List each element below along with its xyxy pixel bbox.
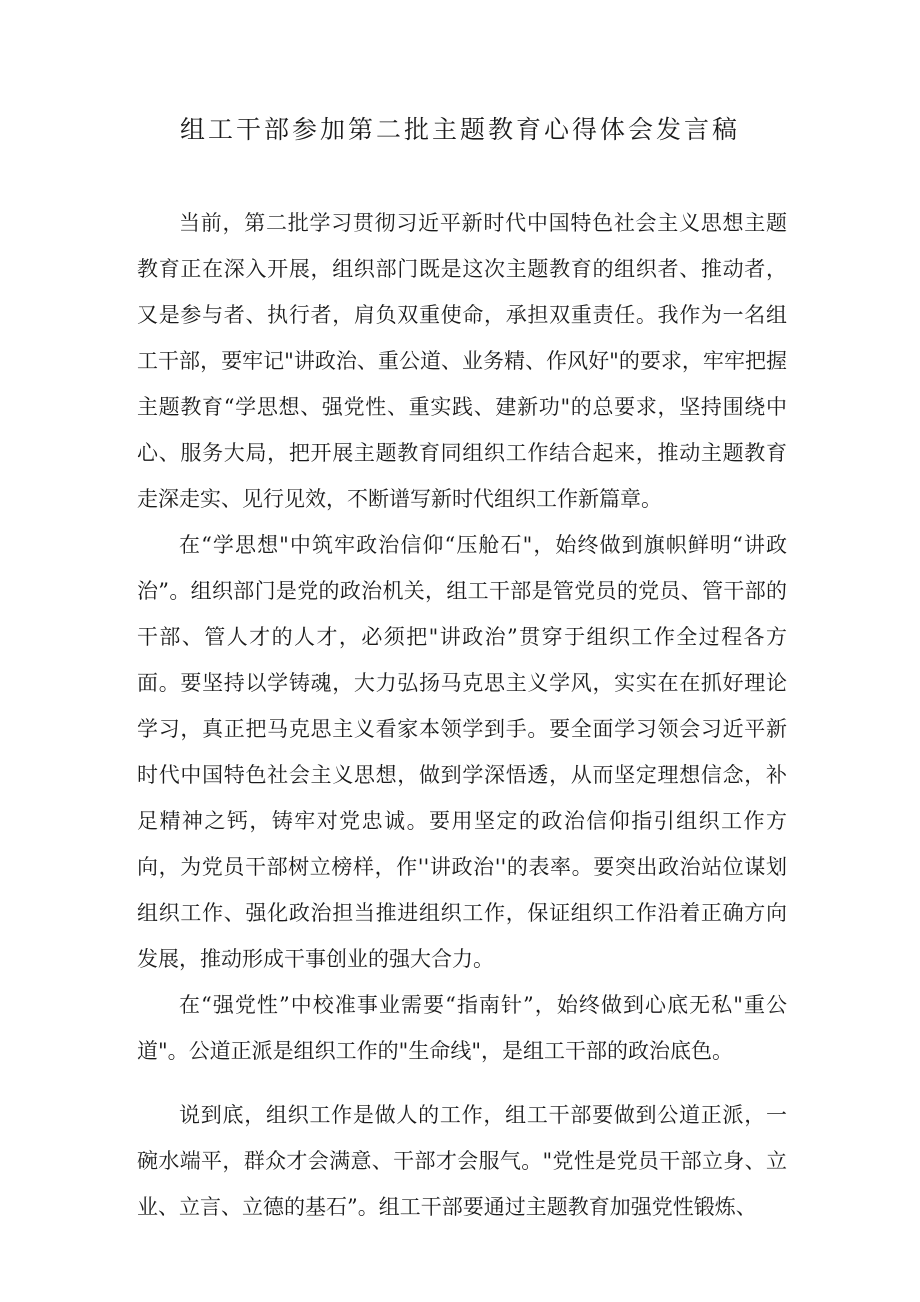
document-body (137, 200, 787, 1230)
paragraph-strengthen-party-spirit: 在“强党性”中校准事业需要“指南针”，始终做到心底无私"重公道"。公道正派是组织工作的"生命线"，是组工干部的政治底色。 (137, 993, 787, 1063)
paragraph-study-thought: 在“学思想"中筑牢政治信仰“压舱石"，始终做到旗帜鲜明“讲政治”。组织部门是党的政治机关，组工干部是管党员的党员、管干部的干部、管人才的人才，必须把"讲政治”贯穿于组织工作全过程各方面。要坚持以学铸魂，大力弘扬马克思主义学风，实实在在抓好理论学习，真正把马克思主义看家本领学到手。要全面学习领会习近平新时代中国特色社会主义思想，做到学深悟透，从而坚定理想信念，补足精神之钙，铸牢对党忠诚。要用坚定的政治信仰指引组织工作方向，为党员干部树立榜样，作''讲政治''的表率。要突出政治站位谋划组织工作、强化政治担当推进组织工作，保证组织工作沿着正确方向发展，推动形成干事创业的强大合力。 (137, 533, 787, 971)
paragraph-organization-work: 说到底，组织工作是做人的工作，组工干部要做到公道正派，一碗水端平，群众才会满意、干部才会服气。"党性是党员干部立身、立业、立言、立德的基石”。组工干部要通过主题教育加强党性锻炼、 (137, 1103, 787, 1219)
document-title: 组工干部参加第二批主题教育心得体会发言稿 (179, 115, 740, 144)
paragraph-intro: 当前，第二批学习贯彻习近平新时代中国特色社会主义思想主题教育正在深入开展，组织部门既是这次主题教育的组织者、推动者，又是参与者、执行者，肩负双重使命，承担双重责任。我作为一名组工干部，要牢记"讲政治、重公道、业务精、作风好"的要求，牢牢把握主题教育“学思想、强党性、重实践、建新功"的总要求，坚持围绕中心、服务大局，把开展主题教育同组织工作结合起来，推动主题教育走深走实、见行见效，不断谱写新时代组织工作新篇章。 (137, 211, 787, 511)
